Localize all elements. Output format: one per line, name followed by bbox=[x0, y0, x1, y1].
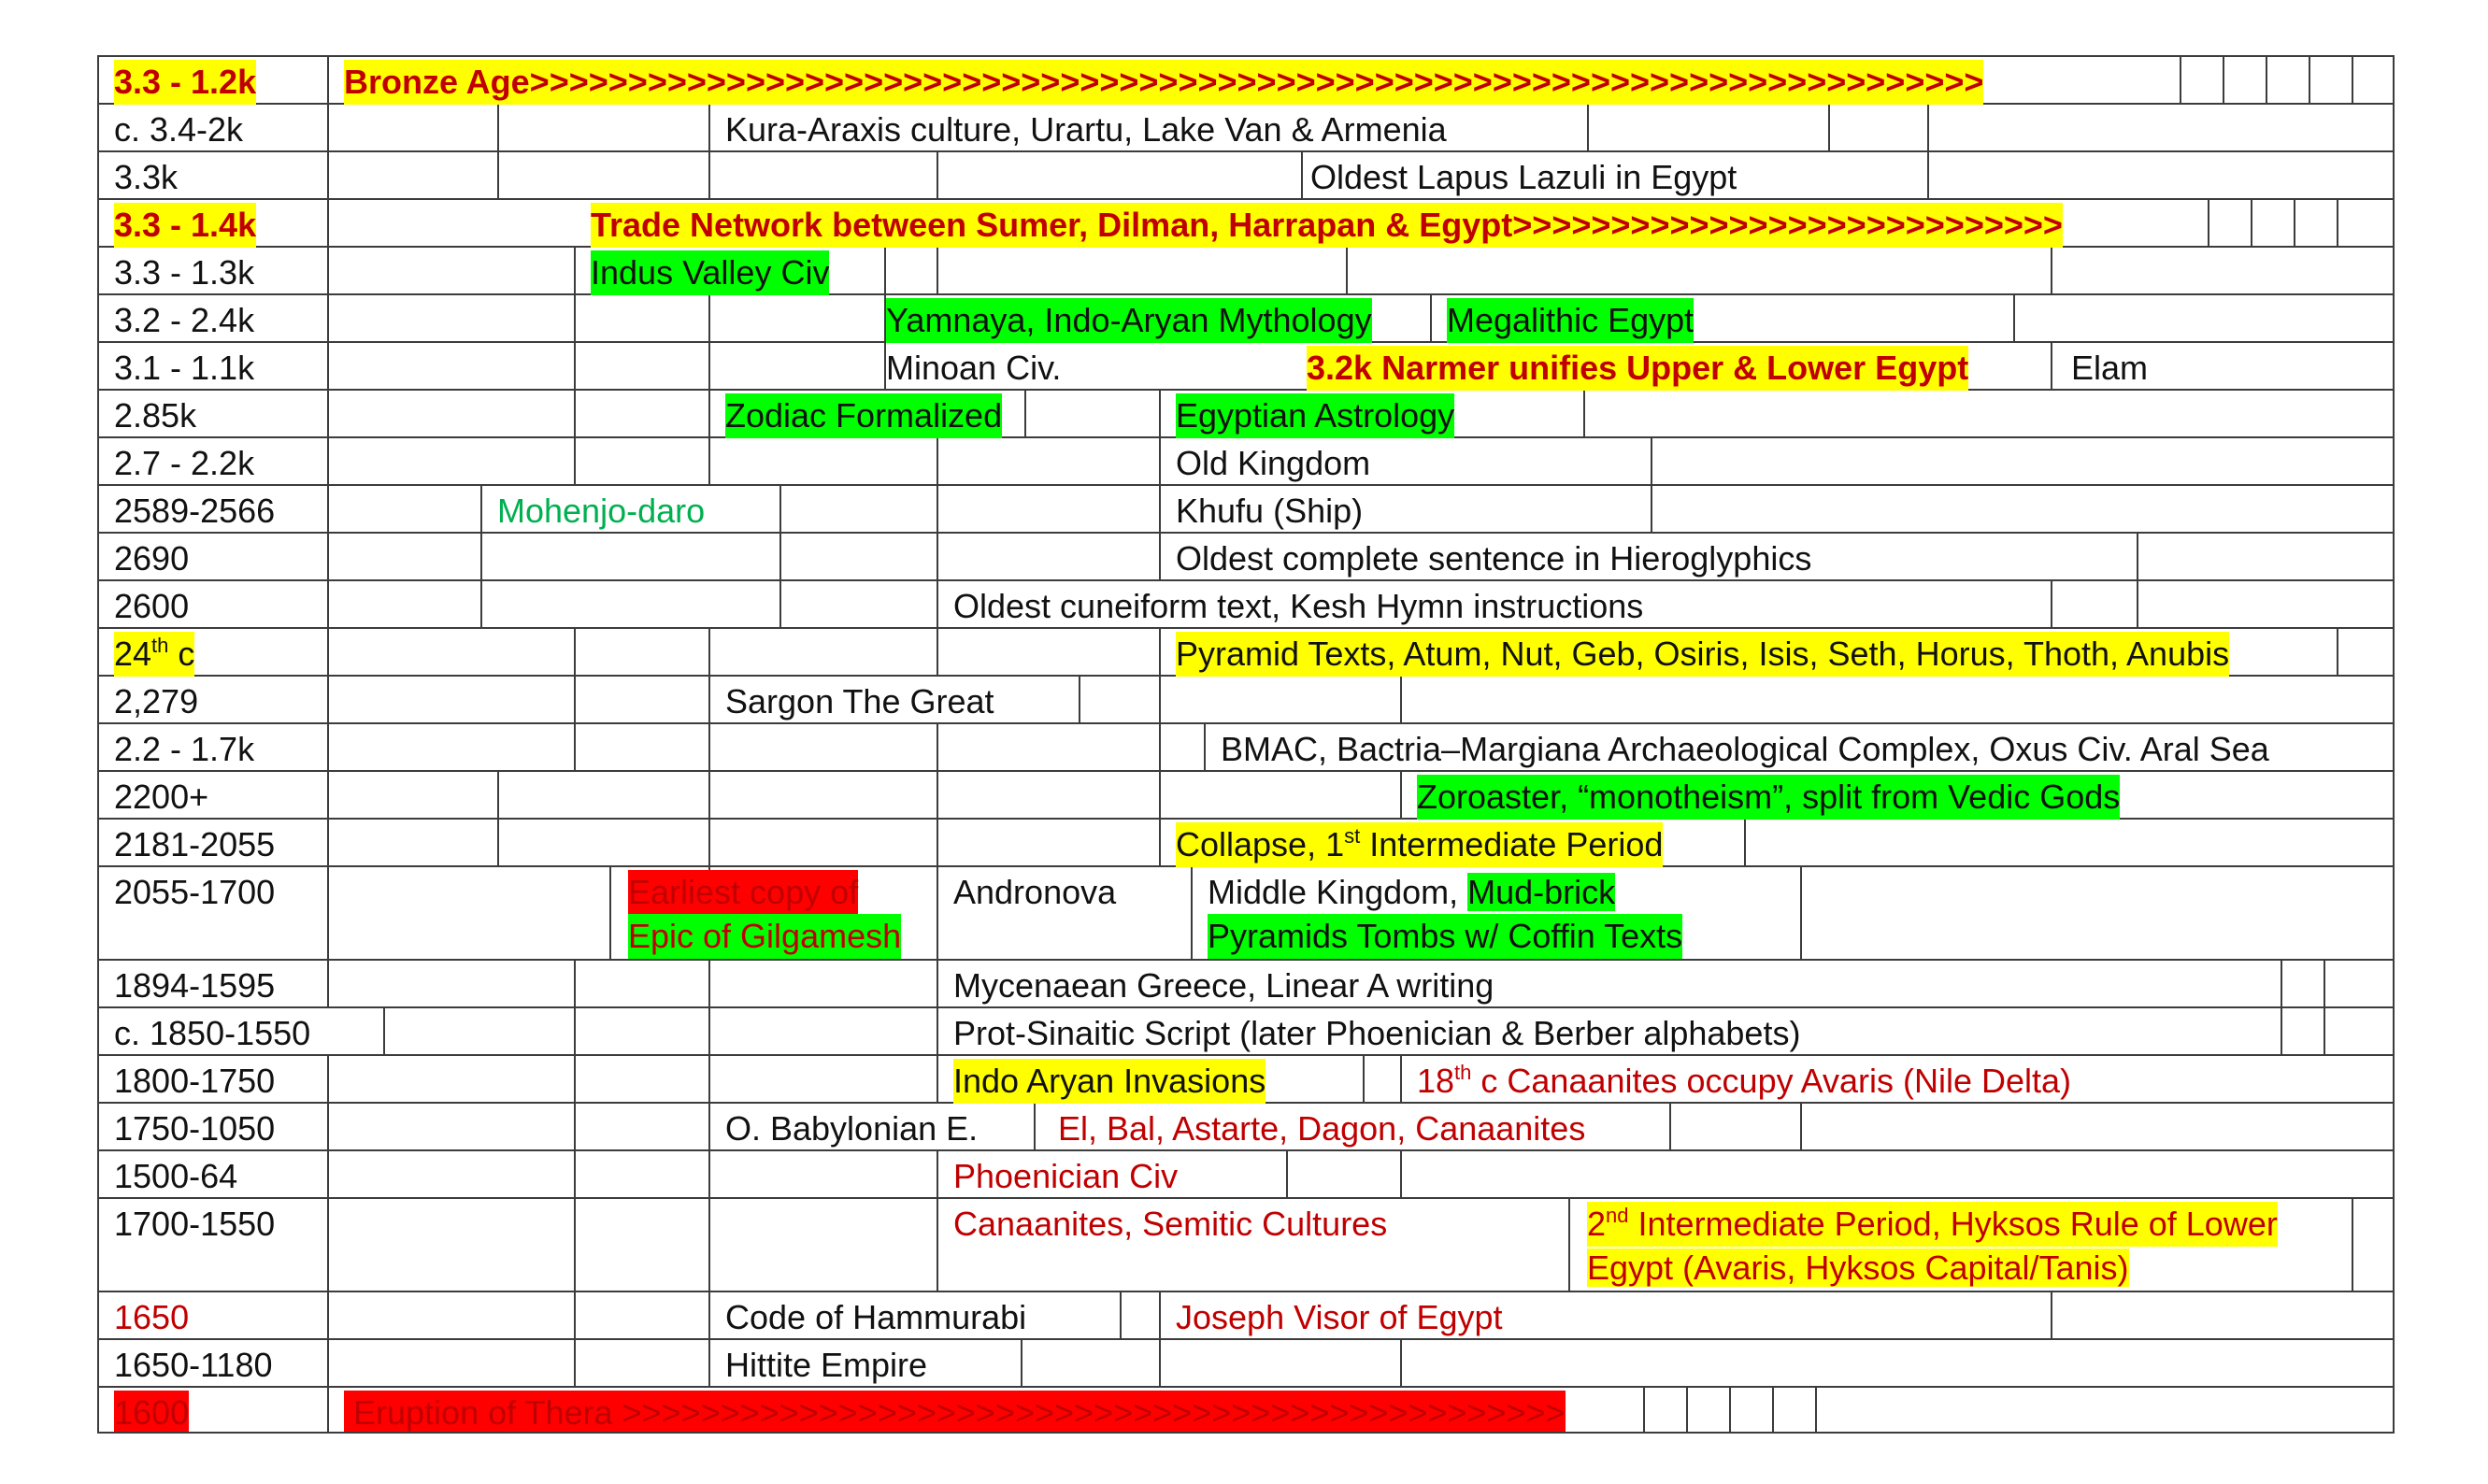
row-date: 1700-1550 bbox=[114, 1205, 276, 1243]
table-row bbox=[99, 1199, 2393, 1292]
table-row bbox=[99, 1340, 2393, 1388]
timeline-entry: Eruption of Thera >>>>>>>>>>>>>>>>>>>>>>>>>>>>>>>>>>>>>>>>>>>>>>>> bbox=[344, 1391, 1566, 1434]
timeline-entry: Zodiac Formalized bbox=[725, 393, 1002, 438]
table-row bbox=[99, 248, 2393, 295]
row-date: 2055-1700 bbox=[114, 873, 276, 911]
row-date: 2181-2055 bbox=[114, 825, 276, 863]
row-date: 2,279 bbox=[114, 682, 199, 721]
row-date: 2.2 - 1.7k bbox=[114, 730, 255, 768]
table-row bbox=[99, 1008, 2393, 1056]
timeline-entry: Minoan Civ. bbox=[886, 349, 1062, 387]
timeline-entry: Canaanites, Semitic Cultures bbox=[953, 1205, 1388, 1243]
row-date: 1800-1750 bbox=[114, 1062, 276, 1100]
table-row bbox=[99, 391, 2393, 438]
table-row bbox=[99, 534, 2393, 581]
timeline-entry: Phoenician Civ bbox=[953, 1157, 1179, 1195]
timeline-entry: Sargon The Great bbox=[725, 682, 994, 721]
timeline-entry: Earliest copy of bbox=[628, 870, 858, 915]
timeline-entry: Elam bbox=[2071, 349, 2149, 387]
timeline-entry: Yamnaya, Indo-Aryan Mythology bbox=[886, 298, 1372, 343]
table-row bbox=[99, 581, 2393, 629]
row-date: 2589-2566 bbox=[114, 492, 276, 530]
row-date: 1500-64 bbox=[114, 1157, 238, 1195]
row-date: 1600 bbox=[114, 1391, 189, 1434]
timeline-entry: Egypt (Avaris, Hyksos Capital/Tanis) bbox=[1587, 1249, 2129, 1287]
timeline-entry: Indo Aryan Invasions bbox=[953, 1059, 1265, 1104]
timeline-entry: Mycenaean Greece, Linear A writing bbox=[953, 966, 1494, 1005]
timeline-entry: Oldest complete sentence in Hieroglyphics bbox=[1176, 539, 1812, 578]
timeline-entry: BMAC, Bactria–Margiana Archaeological Complex, Oxus Civ. Aral Sea bbox=[1221, 730, 2269, 768]
table-row bbox=[99, 1056, 2393, 1104]
timeline-entry: Code of Hammurabi bbox=[725, 1298, 1027, 1336]
timeline-entry: Collapse, 1st Intermediate Period bbox=[1176, 822, 1663, 867]
table-row bbox=[99, 1292, 2393, 1340]
table-row bbox=[99, 438, 2393, 486]
timeline-entry: Hittite Empire bbox=[725, 1346, 928, 1384]
timeline-entry: Oldest Lapus Lazuli in Egypt bbox=[1310, 158, 1737, 196]
table-row bbox=[99, 1388, 2393, 1434]
timeline-entry: Pyramid Texts, Atum, Nut, Geb, Osiris, Isis, Seth, Horus, Thoth, Anubis bbox=[1176, 632, 2229, 677]
row-date: 24th c bbox=[114, 632, 194, 677]
timeline-entry: Mohenjo-daro bbox=[497, 492, 706, 530]
timeline-entry: Khufu (Ship) bbox=[1176, 492, 1364, 530]
row-date: 1894-1595 bbox=[114, 966, 276, 1005]
timeline-entry: Epic of Gilgamesh bbox=[628, 914, 901, 959]
row-date: 1650 bbox=[114, 1298, 190, 1336]
table-row bbox=[99, 820, 2393, 867]
timeline-entry: Megalithic Egypt bbox=[1447, 298, 1694, 343]
row-date: 3.3 - 1.4k bbox=[114, 203, 256, 248]
timeline-entry: Kura-Araxis culture, Urartu, Lake Van & Armenia bbox=[725, 110, 1447, 149]
timeline-entry: 3.2k Narmer unifies Upper & Lower Egypt bbox=[1307, 346, 1968, 391]
timeline-table bbox=[97, 55, 2395, 1434]
table-row bbox=[99, 724, 2393, 772]
timeline-entry: Bronze Age>>>>>>>>>>>>>>>>>>>>>>>>>>>>>>>>>>>>>>>>>>>>>>>>>>>>>>>>>>>>>>>>>>>>>>>>>> bbox=[344, 60, 1983, 105]
table-row bbox=[99, 152, 2393, 200]
row-date: c. 1850-1550 bbox=[114, 1014, 311, 1052]
table-row bbox=[99, 629, 2393, 677]
table-row bbox=[99, 1104, 2393, 1151]
timeline-entry: Prot-Sinaitic Script (later Phoenician & Berber alphabets) bbox=[953, 1014, 1801, 1052]
row-date: 3.3 - 1.2k bbox=[114, 60, 256, 105]
timeline-entry: 2nd Intermediate Period, Hyksos Rule of Lower bbox=[1587, 1202, 2278, 1247]
row-date: 2200+ bbox=[114, 778, 209, 816]
row-date: 3.3 - 1.3k bbox=[114, 253, 255, 292]
table-row bbox=[99, 486, 2393, 534]
timeline-entry: Oldest cuneiform text, Kesh Hymn instructions bbox=[953, 587, 1644, 625]
table-row bbox=[99, 57, 2393, 105]
timeline-entry: Indus Valley Civ bbox=[591, 250, 829, 295]
timeline-entry: Middle Kingdom, Mud-brick bbox=[1208, 873, 1616, 911]
table-row bbox=[99, 867, 2393, 961]
row-date: 2690 bbox=[114, 539, 190, 578]
table-row bbox=[99, 677, 2393, 724]
timeline-entry: Trade Network between Sumer, Dilman, Harrapan & Egypt>>>>>>>>>>>>>>>>>>>>>>>>>>>> bbox=[591, 203, 2063, 248]
row-date: 3.1 - 1.1k bbox=[114, 349, 255, 387]
timeline-entry: Andronova bbox=[953, 873, 1117, 911]
table-row bbox=[99, 1151, 2393, 1199]
row-date: 3.3k bbox=[114, 158, 179, 196]
row-date: 2.85k bbox=[114, 396, 197, 435]
timeline-entry: Joseph Visor of Egypt bbox=[1176, 1298, 1503, 1336]
table-row bbox=[99, 343, 2393, 391]
table-row bbox=[99, 772, 2393, 820]
row-date: c. 3.4-2k bbox=[114, 110, 244, 149]
table-row bbox=[99, 200, 2393, 248]
timeline-entry: Zoroaster, “monotheism”, split from Vedic Gods bbox=[1417, 775, 2120, 820]
timeline-entry: 18th c Canaanites occupy Avaris (Nile Delta) bbox=[1417, 1061, 2072, 1100]
row-date: 2600 bbox=[114, 587, 190, 625]
timeline-entry: Old Kingdom bbox=[1176, 444, 1371, 482]
timeline-entry: O. Babylonian E. bbox=[725, 1109, 979, 1148]
row-date: 2.7 - 2.2k bbox=[114, 444, 255, 482]
table-row bbox=[99, 295, 2393, 343]
table-row bbox=[99, 961, 2393, 1008]
row-date: 1750-1050 bbox=[114, 1109, 276, 1148]
row-date: 1650-1180 bbox=[114, 1346, 273, 1384]
timeline-entry: Egyptian Astrology bbox=[1176, 393, 1454, 438]
table-row bbox=[99, 105, 2393, 152]
timeline-entry: Pyramids Tombs w/ Coffin Texts bbox=[1208, 914, 1682, 959]
row-date: 3.2 - 2.4k bbox=[114, 301, 255, 339]
timeline-entry: El, Bal, Astarte, Dagon, Canaanites bbox=[1058, 1109, 1586, 1148]
